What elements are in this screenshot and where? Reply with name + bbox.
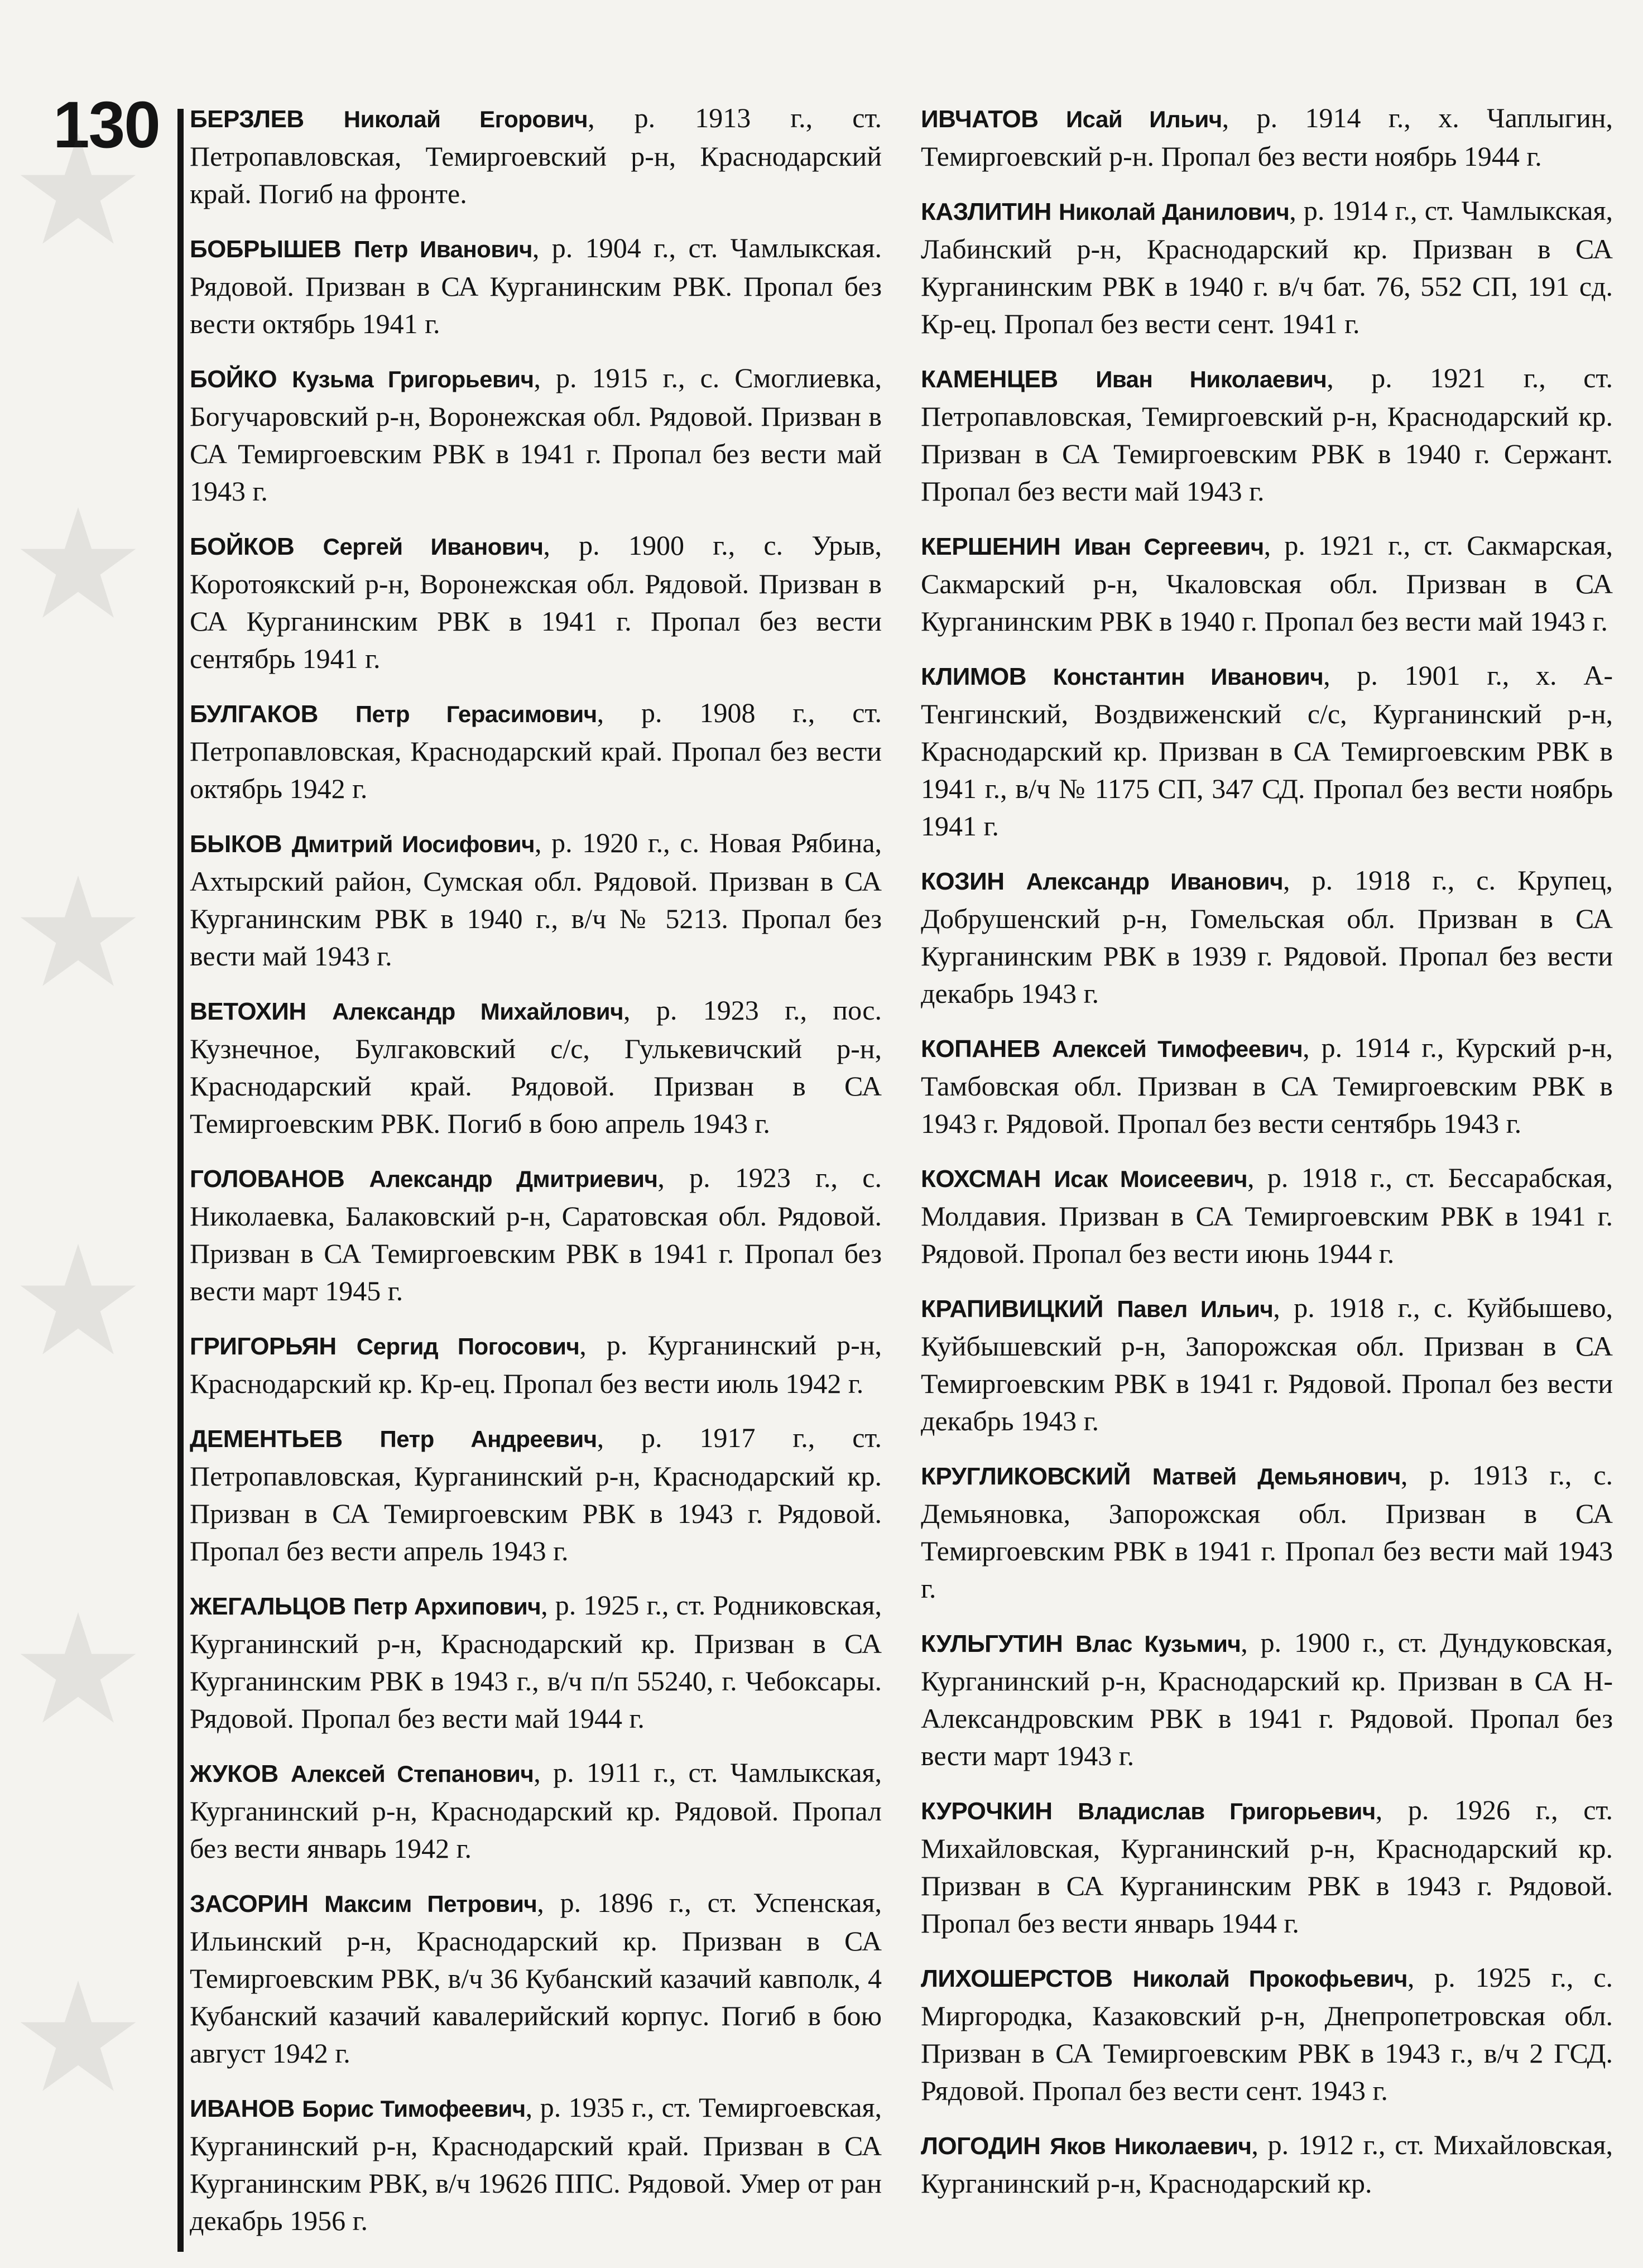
entry-details: , р. 1917 г., ст. Петропавловская, Курганинский р-н, Краснодарский кр. Призван в СА Темиргоевским РВК в 1943 г. Рядовой. Пропал без вести апрель 1943 г.: [190, 1422, 882, 1567]
surname: ЖУКОВ: [190, 1760, 278, 1788]
entry-details: , р. 1921 г., ст. Сакмарская, Сакмарский р-н, Чкаловская обл. Призван в СА Курганинским РВК в 1940 г. Пропал без вести май 1943 г.: [921, 530, 1613, 637]
surname: КОЗИН: [921, 868, 1005, 895]
given-name: Максим Петрович: [324, 1891, 537, 1917]
watermark-star-icon: [17, 1239, 140, 1362]
surname: БЫКОВ: [190, 830, 282, 858]
surname: КОПАНЕВ: [921, 1035, 1040, 1063]
given-name: Александр Дмитриевич: [369, 1166, 658, 1192]
entry-details: , р. 1925 г., ст. Родниковская, Курганинский р-н, Краснодарский кр. Призван в СА Курганинским РВК в 1943 г., в/ч п/п 55240, г. Чебоксары. Рядовой. Пропал без вести май 1944 г.: [190, 1589, 882, 1734]
entry-details: , р. 1896 г., ст. Успенская, Ильинский р-н, Краснодарский кр. Призван в СА Темиргоевским РВК, в/ч 36 Кубанский казачий кавполк, 4 Кубанский казачий кавалерийский корпус. Погиб в бою август 1942 г.: [190, 1887, 882, 2069]
entry-details: , р. 1914 г., ст. Чамлыкская, Лабинский р-н, Краснодарский кр. Призван в СА Курганинским РВК в 1940 г. в/ч бат. 76, 552 СП, 191 сд. Кр-ец. Пропал без вести сент. 1941 г.: [921, 195, 1613, 339]
watermark-star-icon: [17, 502, 140, 625]
right-column: [921, 99, 1613, 2219]
surname: КАМЕНЦЕВ: [921, 366, 1058, 393]
entry-details: , р. 1921 г., ст. Петропавловская, Темиргоевский р-н, Краснодарский кр. Призван в СА Темиргоевским РВК в 1940 г. Сержант. Пропал без вести май 1943 г.: [921, 362, 1613, 507]
entry-details: , р. 1915 г., с. Смоглиевка, Богучаровский р-н, Воронежская обл. Рядовой. Призван в СА Темиргоевским РВК в 1941 г. Пропал без вести май 1943 г.: [190, 362, 882, 507]
entry-details: , р. 1918 г., ст. Бессарабская, Молдавия. Призван в СА Темиргоевским РВК в 1941 г. Рядовой. Пропал без вести июнь 1944 г.: [921, 1162, 1613, 1269]
left-column: [190, 99, 882, 2256]
given-name: Исак Моисеевич: [1054, 1166, 1247, 1192]
surname: БОЙКО: [190, 366, 277, 393]
entry-details: , р. 1914 г., х. Чаплыгин, Темиргоевский р-н. Пропал без вести ноябрь 1944 г.: [921, 102, 1613, 172]
given-name: Алексей Степанович: [290, 1761, 534, 1787]
surname: ЗАСОРИН: [190, 1890, 309, 1918]
entry-details: , р. 1901 г., х. А-Тенгинский, Воздвиженский с/с, Курганинский р-н, Краснодарский кр. Призван в СА Темиргоевским РВК в 1941 г., в/ч № 1175 СП, 347 СД. Пропал без вести ноябрь 1941 г.: [921, 660, 1613, 842]
page-number: 130: [53, 88, 160, 162]
given-name: Иван Николаевич: [1096, 366, 1327, 392]
surname: ГРИГОРЬЯН: [190, 1333, 337, 1360]
given-name: Яков Николаевич: [1050, 2133, 1252, 2159]
surname: ИВАНОВ: [190, 2095, 295, 2122]
biography-entry: [190, 229, 882, 343]
biography-entry: [190, 1587, 882, 1737]
surname: БОБРЫШЕВ: [190, 236, 342, 263]
entry-details: , р. 1920 г., с. Новая Рябина, Ахтырский район, Сумская обл. Рядовой. Призван в СА Курганинским РВК в 1940 г., в/ч № 5213. Пропал без вести май 1943 г.: [190, 827, 882, 972]
watermark-star-icon: [17, 1976, 140, 2098]
entry-details: , р. 1912 г., ст. Михайловская, Курганинский р-н, Краснодарский кр.: [921, 2129, 1613, 2199]
surname: КУЛЬГУТИН: [921, 1630, 1063, 1657]
entry-details: , р. 1918 г., с. Куйбышево, Куйбышевский р-н, Запорожская обл. Призван в СА Темиргоевским РВК в 1941 г. Рядовой. Пропал без вести декабрь 1943 г.: [921, 1292, 1613, 1436]
entry-details: , р. Курганинский р-н, Краснодарский кр. Кр-ец. Пропал без вести июль 1942 г.: [190, 1329, 882, 1399]
given-name: Николай Прокофьевич: [1132, 1966, 1407, 1992]
surname: КРАПИВИЦКИЙ: [921, 1295, 1103, 1323]
biography-entry: [921, 1791, 1613, 1942]
given-name: Павел Ильич: [1117, 1296, 1274, 1322]
biography-entry: [921, 1959, 1613, 2110]
surname: КАЗЛИТИН: [921, 198, 1051, 225]
given-name: Николай Данилович: [1059, 199, 1290, 225]
given-name: Борис Тимофеевич: [302, 2096, 526, 2122]
biography-entry: [190, 2089, 882, 2240]
given-name: Кузьма Григорьевич: [292, 366, 534, 392]
given-name: Матвей Демьянович: [1152, 1463, 1401, 1489]
surname: ЛОГОДИН: [921, 2132, 1041, 2160]
given-name: Петр Андреевич: [379, 1426, 597, 1452]
biography-entry: [190, 992, 882, 1142]
given-name: Дмитрий Иосифович: [291, 831, 535, 857]
biography-entry: [190, 1884, 882, 2072]
entry-details: , р. 1926 г., ст. Михайловская, Курганинский р-н, Краснодарский кр. Призван в СА Курганинским РВК в 1943 г. Рядовой. Пропал без вести январь 1944 г.: [921, 1794, 1613, 1939]
given-name: Николай Егорович: [343, 106, 588, 132]
given-name: Александр Михайлович: [332, 998, 623, 1025]
entry-details: , р. 1900 г., ст. Дундуковская, Курганинский р-н, Краснодарский кр. Призван в СА Н-Александровским РВК в 1941 г. Рядовой. Пропал без вести март 1943 г.: [921, 1627, 1613, 1771]
surname: ВЕТОХИН: [190, 998, 306, 1025]
surname: КОХСМАН: [921, 1165, 1041, 1193]
surname: ДЕМЕНТЬЕВ: [190, 1425, 343, 1453]
given-name: Владислав Григорьевич: [1078, 1798, 1376, 1824]
given-name: Алексей Тимофеевич: [1052, 1036, 1303, 1062]
biography-entry: [921, 99, 1613, 175]
biography-entry: [921, 1159, 1613, 1272]
given-name: Константин Иванович: [1053, 664, 1324, 690]
given-name: Иван Сергеевич: [1074, 534, 1264, 560]
biography-entry: [190, 694, 882, 808]
biography-entry: [190, 527, 882, 677]
biography-entry: [921, 657, 1613, 845]
biography-entry: [921, 2126, 1613, 2202]
biography-entry: [921, 1289, 1613, 1440]
surname: ИВЧАТОВ: [921, 105, 1039, 133]
surname: БЕРЗЛЕВ: [190, 105, 304, 133]
given-name: Сергей Иванович: [323, 534, 544, 560]
entry-details: , р. 1908 г., ст. Петропавловская, Краснодарский край. Пропал без вести октябрь 1942 г.: [190, 697, 882, 804]
surname: КЛИМОВ: [921, 663, 1027, 690]
biography-entry: [190, 99, 882, 213]
watermark-star-icon: [17, 871, 140, 993]
surname: КУРОЧКИН: [921, 1798, 1053, 1825]
surname: КРУГЛИКОВСКИЙ: [921, 1463, 1131, 1490]
biography-entry: [921, 862, 1613, 1012]
entry-details: , р. 1900 г., с. Урыв, Коротоякский р-н, Воронежская обл. Рядовой. Призван в СА Курганинским РВК в 1941 г. Пропал без вести сентябрь 1941 г.: [190, 530, 882, 674]
biography-entry: [921, 359, 1613, 510]
biography-entry: [190, 824, 882, 975]
watermark-star-icon: [17, 1607, 140, 1730]
given-name: Петр Герасимович: [355, 701, 597, 727]
given-name: Сергид Погосович: [356, 1333, 580, 1359]
entry-details: , р. 1913 г., ст. Петропавловская, Темиргоевский р-н, Краснодарский край. Погиб на фронте.: [190, 102, 882, 209]
biography-entry: [921, 1029, 1613, 1142]
entry-details: , р. 1923 г., с. Николаевка, Балаковский р-н, Саратовская обл. Рядовой. Призван в СА Темиргоевским РВК в 1941 г. Пропал без вести март 1945 г.: [190, 1162, 882, 1306]
surname: БОЙКОВ: [190, 533, 295, 560]
biography-entry: [921, 1457, 1613, 1607]
surname: БУЛГАКОВ: [190, 700, 318, 728]
entry-details: , р. 1918 г., с. Крупец, Добрушенский р-н, Гомельская обл. Призван в СА Курганинским РВК в 1939 г. Рядовой. Пропал без вести декабрь 1943 г.: [921, 864, 1613, 1009]
given-name: Петр Иванович: [353, 236, 532, 262]
margin-rule: [177, 109, 184, 2252]
entry-details: , р. 1925 г., с. Миргородка, Казаковский р-н, Днепропетровская обл. Призван в СА Темиргоевским РВК в 1943 г., в/ч 2 ГСД. Рядовой. Пропал без вести сент. 1943 г.: [921, 1962, 1613, 2106]
entry-details: , р. 1904 г., ст. Чамлыкская. Рядовой. Призван в СА Курганинским РВК. Пропал без вести октябрь 1941 г.: [190, 232, 882, 339]
biography-entry: [921, 1624, 1613, 1775]
biography-entry: [190, 1327, 882, 1402]
given-name: Александр Иванович: [1026, 868, 1283, 895]
surname: ЛИХОШЕРСТОВ: [921, 1965, 1113, 1992]
surname: ЖЕГАЛЬЦОВ: [190, 1593, 346, 1620]
given-name: Петр Архипович: [353, 1593, 541, 1620]
biography-entry: [190, 1159, 882, 1310]
surname: КЕРШЕНИН: [921, 533, 1061, 560]
entry-details: , р. 1913 г., с. Демьяновка, Запорожская обл. Призван в СА Темиргоевским РВК в 1941 г. Пропал без вести май 1943 г.: [921, 1459, 1613, 1604]
entry-details: , р. 1923 г., пос. Кузнечное, Булгаковский с/с, Гулькевичский р-н, Краснодарский край. Рядовой. Призван в СА Темиргоевским РВК. Погиб в бою апрель 1943 г.: [190, 994, 882, 1139]
given-name: Исай Ильич: [1065, 106, 1222, 132]
entry-details: , р. 1914 г., Курский р-н, Тамбовская обл. Призван в СА Темиргоевским РВК в 1943 г. Рядовой. Пропал без вести сентябрь 1943 г.: [921, 1032, 1613, 1139]
given-name: Влас Кузьмич: [1075, 1631, 1241, 1657]
biography-entry: [190, 359, 882, 510]
biography-entry: [190, 1419, 882, 1570]
surname: ГОЛОВАНОВ: [190, 1165, 345, 1193]
biography-entry: [921, 192, 1613, 343]
entry-details: , р. 1911 г., ст. Чамлыкская, Курганинский р-н, Краснодарский кр. Рядовой. Пропал без вести январь 1942 г.: [190, 1757, 882, 1864]
biography-entry: [190, 1754, 882, 1867]
biography-entry: [921, 527, 1613, 640]
entry-details: , р. 1935 г., ст. Темиргоевская, Курганинский р-н, Краснодарский край. Призван в СА Курганинским РВК, в/ч 19626 ППС. Рядовой. Умер от ран декабрь 1956 г.: [190, 2092, 882, 2236]
